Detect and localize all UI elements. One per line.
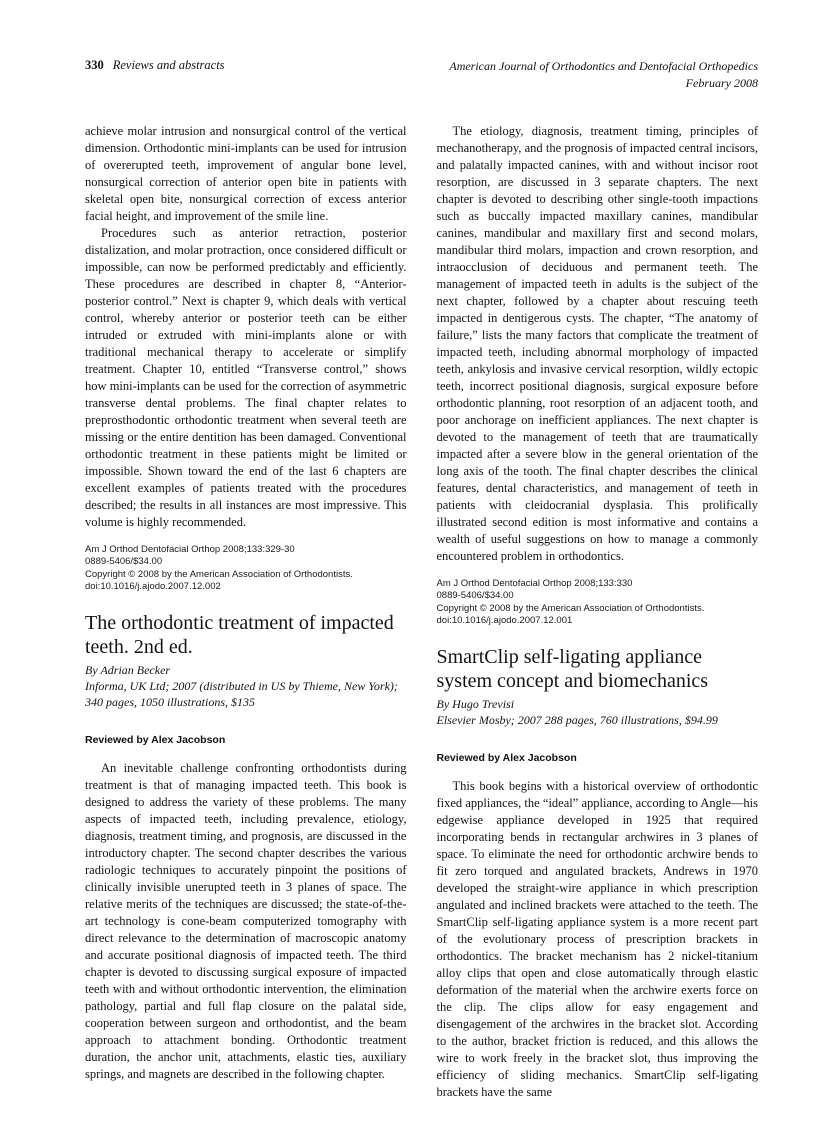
right-column bbox=[437, 123, 759, 1101]
citation-reference: Am J Orthod Dentofacial Orthop 2008;133:329-30 bbox=[85, 543, 295, 555]
citation-block bbox=[437, 578, 759, 628]
issue-date: February 2008 bbox=[685, 76, 758, 91]
running-head-left bbox=[85, 58, 225, 73]
section-title: Reviews and abstracts bbox=[112, 58, 225, 72]
citation-copyright: Copyright © 2008 by the American Association of Orthodontists. bbox=[85, 568, 353, 580]
citation-reference: Am J Orthod Dentofacial Orthop 2008;133:330 bbox=[436, 577, 633, 589]
left-column bbox=[85, 123, 407, 1101]
review-title: SmartClip self-ligating appliance system concept and biomechanics bbox=[436, 645, 709, 692]
paragraph: An inevitable challenge confronting orthodontists during treatment is that of managing impacted teeth. This book is designed to address the variety of these problems. The many aspects of impacted teeth, including prevalence, etiology, diagnosis, treatment timing, and prognosis, are discussed in the introductory chapter. The second chapter describes the various radiologic techniques to accurately pinpoint the positions of clinically invisible unerupted teeth in 3 planes of space. The relative merits of the techniques are discussed; the state-of-the-art technology is cone-beam computerized tomography with direct relevance to the determination of macroscopic anatomy and accurate positional diagnosis of impacted teeth. The third chapter is devoted to discussing surgical exposure of impacted teeth with and without orthodontic intervention, the elimination pathology, partial and full flap closure on the palatal side, cooperation between surgeon and orthodontist, and the beam approach to attachment bonding. Orthodontic treatment duration, the anchor unit, attachments, elastic ties, auxiliary springs, and magnets are described in the following chapter. bbox=[85, 760, 407, 1081]
reviewer-line: Reviewed by Alex Jacobson bbox=[85, 733, 226, 746]
paragraph: achieve molar intrusion and nonsurgical control of the vertical dimension. Orthodontic mini-implants can be used for intrusion of overerupted teeth, improvement of angular bone level, nonsurgical correction of anterior open bite in patients with skeletal open bite, nonsurgical correction of excess anterior facial height, and improvement of the smile line. bbox=[85, 123, 407, 223]
page-number: 330 bbox=[85, 58, 104, 72]
citation-copyright: Copyright © 2008 by the American Association of Orthodontists. bbox=[436, 602, 705, 614]
review-publication-info: Elsevier Mosby; 2007 288 pages, 760 illustrations, $94.99 bbox=[436, 712, 718, 727]
paragraph: Procedures such as anterior retraction, posterior distalization, and molar protraction, once considered difficult or impossible, can now be performed predictably and efficiently. These procedures are described in chapter 8, “Anterior-posterior control.” Next is chapter 9, which deals with vertical control, whereby anterior or posterior teeth can be either intruded or extruded with mini-implants alone or with traditional mechanical therapy to accelerate or simplify treatment. Chapter 10, entitled “Transverse control,” shows how mini-implants can be used for the correction of asymmetric transverse dental problems. The final chapter relates to preprosthodontic orthodontic treatment when several teeth are missing or the entire dentition has been damaged. Conventional orthodontic treatment in these patients might be limited or impossible. Shown toward the end of the last 6 chapters are excellent examples of patients treated with the procedures described; the results in all instances are most impressive. This volume is highly recommended. bbox=[85, 225, 407, 529]
review-title: The orthodontic treatment of impacted teeth. 2nd ed. bbox=[85, 611, 394, 658]
citation-price-code: 0889-5406/$34.00 bbox=[85, 556, 163, 568]
paragraph: This book begins with a historical overview of orthodontic fixed appliances, the “ideal” appliance, according to Angle—his edgewise appliance developed in 1925 that required incorporating bends in rectangular archwires in 3 planes of space. To eliminate the need for orthodontic archwire bends to fit zero torqued and angulated brackets, Andrews in 1970 developed the straight-wire appliance in which prescription angulated and inclined brackets were attached to the teeth. The SmartClip self-ligating appliance system is a more recent part of the evolutionary process of prescription brackets in orthodontics. The bracket mechanism has 2 nickel-titanium alloy clips that open and close automatically through elastic deformation of the material when the archwire exerts force on the clip. The clips allow for easy engagement and disengagement of the archwires in the bracket slot. According to the author, bracket friction is reduced, and this allows the wire to work freely in the bracket slot, thus improving the efficiency of sliding mechanics. SmartClip self-ligating brackets have the same bbox=[436, 778, 758, 1099]
page-header bbox=[85, 58, 758, 93]
citation-block bbox=[85, 544, 407, 594]
citation-price-code: 0889-5406/$34.00 bbox=[436, 590, 514, 602]
paragraph: The etiology, diagnosis, treatment timing, principles of mechanotherapy, and the prognosis of impacted central incisors, and palatally impacted canines, with and without incisor root resorption, are discussed in 3 separate chapters. The next chapter is devoted to describing other single-tooth impactions such as buccally impacted maxillary canines, mandibular canines, mandibular and maxillary first and second molars, mandibular third molars, impaction and crown resorption, and intraocclusion of deciduous and permanent teeth. The management of impacted teeth in adults is the subject of the next chapter, followed by a chapter about rescuing teeth impacted in dentigerous cysts. The chapter, “The anatomy of failure,” lists the many factors that complicate the treatment of impacted teeth, including abnormal morphology of impacted teeth, ankylosis and invasive cervical resorption, wildly ectopic teeth, incorrect positional diagnosis, surgical exposure before orthodontic planning, root resorption of an adjacent tooth, and poor anchorage on inefficient appliances. The next chapter is devoted to the management of teeth that are traumatically impacted after a severe blow in the general orientation of the long axis of the tooth. The final chapter describes the clinical features, dental characteristics, and management of teeth in patients with cleidocranial dysplasia. This prolifically illustrated second edition is most informative and contains a wealth of useful suggestions on how to manage a commonly encountered problem in orthodontics. bbox=[436, 123, 758, 563]
review-byline: By Adrian Becker bbox=[85, 662, 171, 677]
review-publication-info: Informa, UK Ltd; 2007 (distributed in US by Thieme, New York); 340 pages, 1050 illustrations, $135 bbox=[85, 678, 398, 709]
citation-doi: doi:10.1016/j.ajodo.2007.12.001 bbox=[436, 615, 573, 627]
reviewer-line: Reviewed by Alex Jacobson bbox=[436, 751, 577, 764]
running-head-right bbox=[449, 58, 758, 93]
journal-name: American Journal of Orthodontics and Dentofacial Orthopedics bbox=[449, 59, 758, 73]
two-column-body bbox=[85, 123, 758, 1101]
review-byline: By Hugo Trevisi bbox=[436, 696, 515, 711]
citation-doi: doi:10.1016/j.ajodo.2007.12.002 bbox=[85, 581, 221, 593]
